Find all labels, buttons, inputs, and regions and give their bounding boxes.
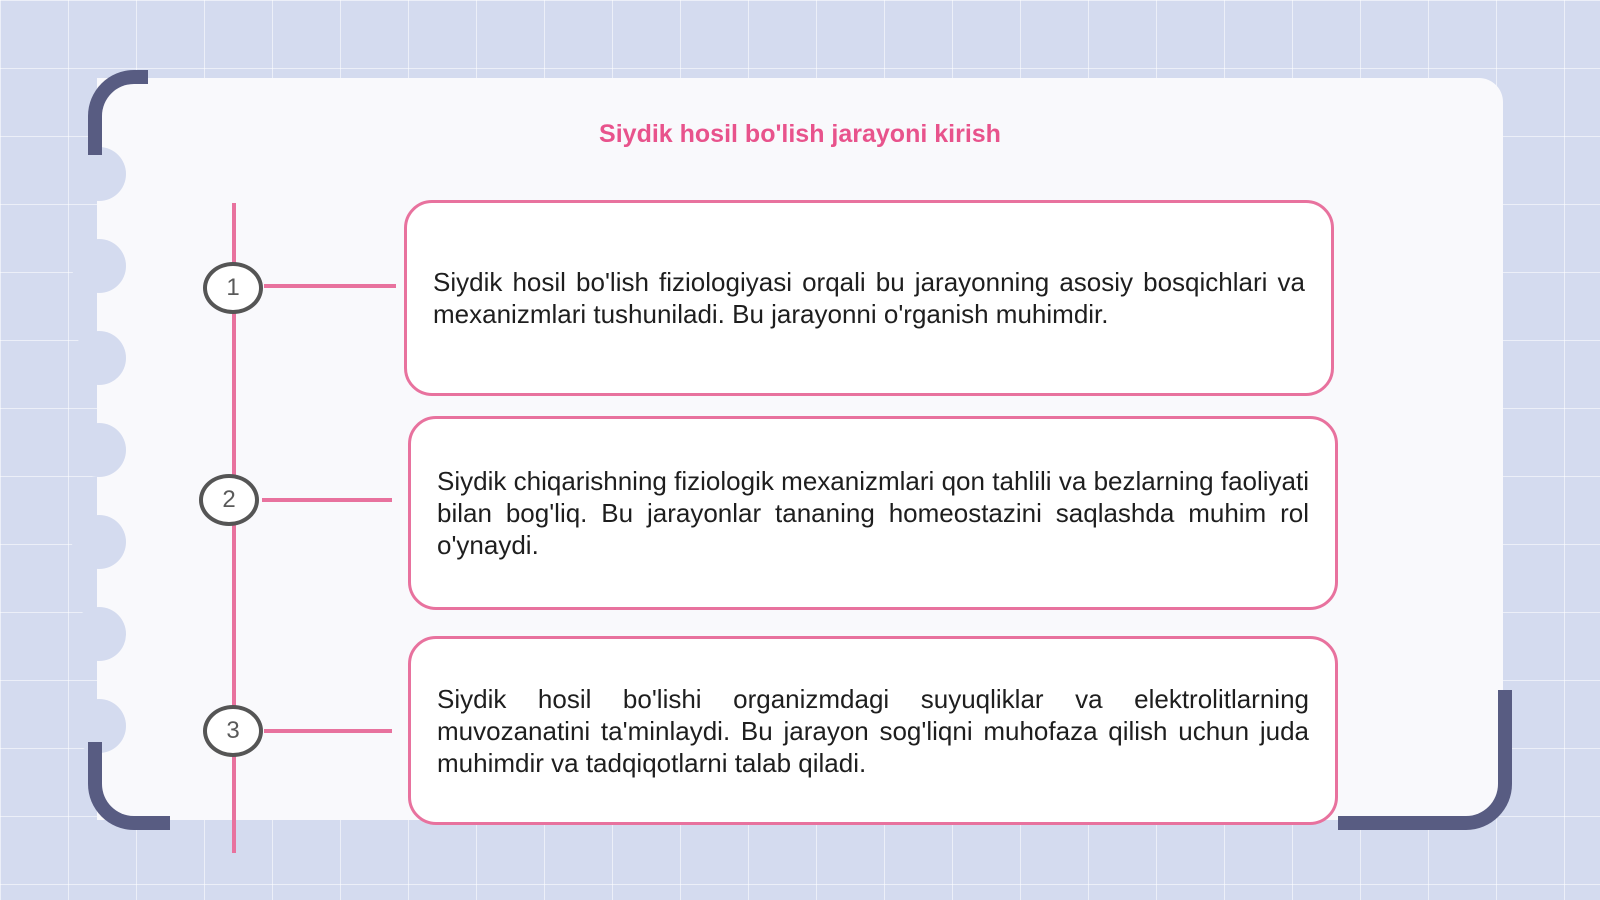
paper-scallop	[72, 147, 126, 201]
timeline-connector-2	[262, 498, 392, 502]
paper-scallop	[72, 423, 126, 477]
corner-bracket-bottom-right	[1338, 690, 1512, 830]
step-text-1: Siydik hosil bo'lish fiziologiyasi orqali bu jarayonning asosiy bosqichlari va mexanizmlari tushuniladi. Bu jarayonni o'rganish muhimdir.	[433, 267, 1305, 329]
timeline-connector-3	[264, 729, 392, 733]
paper-scallop	[72, 331, 126, 385]
timeline-connector-1	[264, 284, 396, 288]
paper-scallop	[72, 239, 126, 293]
paper-scallop	[72, 515, 126, 569]
step-card-3	[408, 636, 1338, 825]
step-text-2: Siydik chiqarishning fiziologik mexanizmlari qon tahlili va bezlarning faoliyati bilan bog'liq. Bu jarayonlar tananing homeostazini saqlashda muhim rol o'ynaydi.	[437, 466, 1309, 560]
step-number-3: 3	[203, 705, 263, 757]
step-card-2	[408, 416, 1338, 610]
step-card-1	[404, 200, 1334, 396]
step-text-3: Siydik hosil bo'lishi organizmdagi suyuqliklar va elektrolitlarning muvozanatini ta'minlaydi. Bu jarayon sog'liqni muhofaza qilish uchun juda muhimdir va tadqiqotlarni talab qiladi.	[437, 683, 1309, 778]
step-number-2: 2	[199, 474, 259, 526]
paper-scallop	[72, 607, 126, 661]
page-title: Siydik hosil bo'lish jarayoni kirish	[599, 120, 1001, 148]
step-number-1: 1	[203, 262, 263, 314]
